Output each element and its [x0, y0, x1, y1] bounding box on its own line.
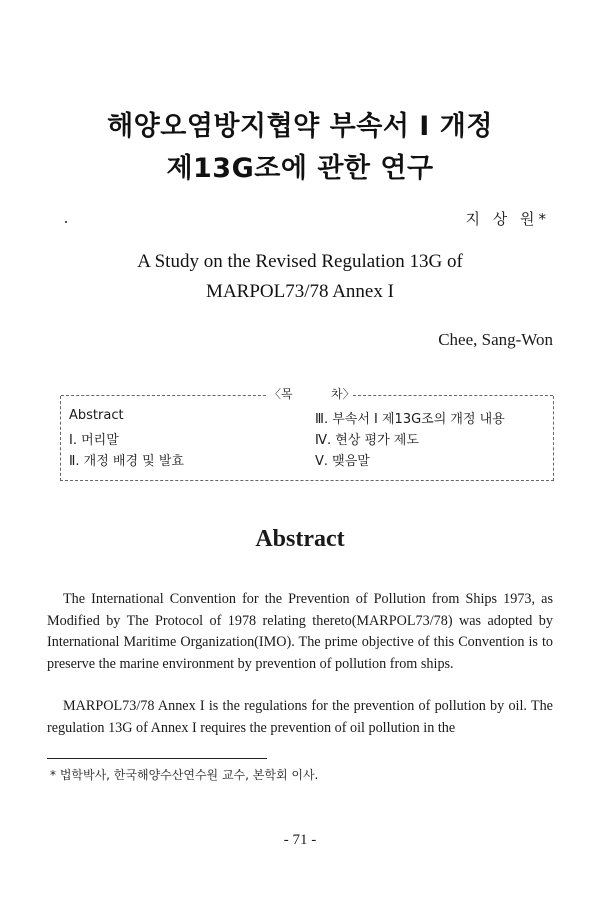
toc-item-introduction: Ⅰ. 머리말: [69, 433, 119, 448]
english-title-line-1: A Study on the Revised Regulation 13G of: [137, 251, 463, 272]
abstract-paragraph-2: MARPOL73/78 Annex I is the regulations for the prevention of pollution by oil. The regulation 13G of Annex I requires the prevention of oil pollution in the: [47, 698, 553, 736]
footnote: * 법학박사, 한국해양수산연수원 교수, 본학회 이사.: [50, 768, 319, 782]
toc-top-border: [61, 388, 553, 404]
toc-caption-right: 차〉: [331, 387, 355, 401]
footnote-divider: [47, 758, 267, 759]
author-korean-name: 지 상 원*: [465, 210, 550, 228]
toc-top-line-left: [61, 395, 266, 396]
table-of-contents: [60, 387, 554, 481]
abstract-paragraph-1: The International Convention for the Prevention of Pollution from Ships 1973, as Modified by The Protocol of 1978 relating thereto(MARPOL73/78) was adopted by International Maritime Organization(IMO). The prime objective of this Convention is to preserve the marine environment by prevention of pollution from ships.: [47, 591, 553, 672]
author-english-name: Chee, Sang-Won: [438, 330, 553, 349]
toc-item-abstract: Abstract: [69, 408, 124, 423]
toc-top-line-right: [353, 395, 553, 396]
abstract-heading: Abstract: [255, 526, 345, 552]
page-number: - 71 -: [283, 832, 317, 848]
korean-title-line-2: 제13G조에 관한 연구: [166, 153, 434, 184]
toc-item-revision-content: Ⅲ. 부속서 I 제13G조의 개정 내용: [315, 412, 505, 427]
stray-dot: [65, 221, 67, 223]
toc-item-assessment-scheme: Ⅳ. 현상 평가 제도: [315, 433, 419, 448]
korean-title-line-1: 해양오염방지협약 부속서 I 개정: [107, 111, 493, 142]
toc-item-conclusion: Ⅴ. 맺음말: [315, 454, 370, 469]
toc-caption-left: 〈목: [269, 387, 293, 401]
toc-item-background: Ⅱ. 개정 배경 및 발효: [69, 454, 184, 469]
english-title-line-2: MARPOL73/78 Annex I: [206, 281, 394, 302]
